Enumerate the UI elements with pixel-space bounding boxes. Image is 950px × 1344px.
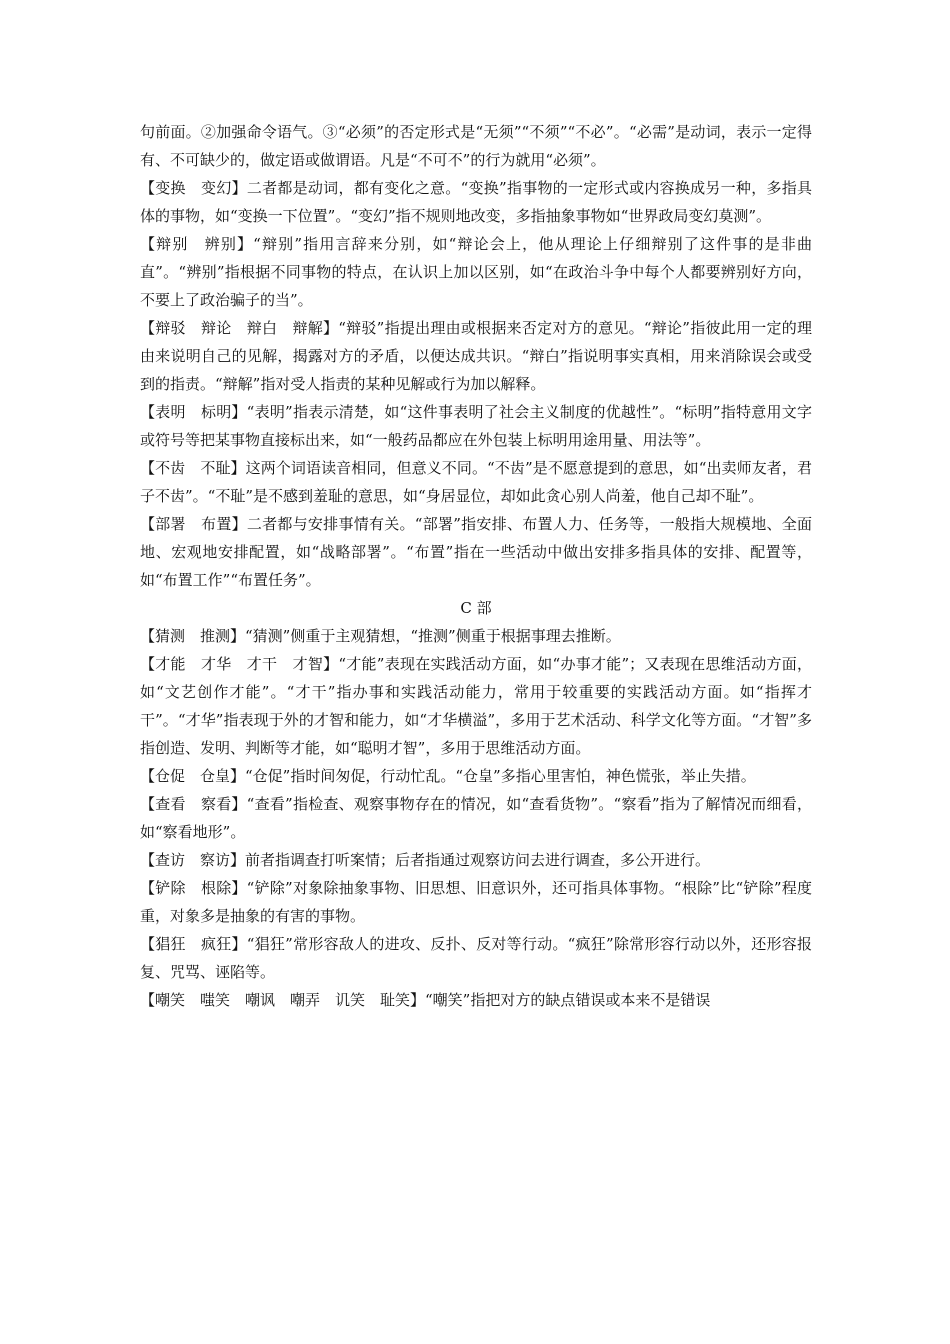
paragraph bbox=[140, 398, 812, 454]
term-pair: 【辩别 辨别】 bbox=[140, 235, 254, 253]
paragraph bbox=[140, 174, 812, 230]
paragraph-text: 前者指调查打听案情；后者指通过观察访问去进行调查，多公开进行。 bbox=[245, 851, 711, 869]
paragraph bbox=[140, 454, 812, 510]
term-pair: 【表明 标明】 bbox=[140, 403, 247, 421]
term-pair: 【变换 变幻】 bbox=[140, 179, 247, 197]
paragraph bbox=[140, 230, 812, 314]
paragraph bbox=[140, 846, 812, 874]
paragraph bbox=[140, 510, 812, 594]
paragraph-text: “嘲笑”指把对方的缺点错误或本来不是错误 bbox=[425, 991, 711, 1009]
paragraph-text: 句前面。②加强命令语气。③“必须”的否定形式是“无须”“不须”“不必”。“必需”是动词，表示一定得有、不可缺少的，做定语或做谓语。凡是“不可不”的行为就用“必须”。 bbox=[140, 123, 812, 169]
term-pair: 【辩驳 辩论 辩白 辩解】 bbox=[140, 319, 339, 337]
paragraph-text: “铲除”对象除抽象事物、旧思想、旧意识外，还可指具体事物。“根除”比“铲除”程度重，对象多是抽象的有害的事物。 bbox=[140, 879, 812, 925]
paragraph-text: “查看”指检查、观察事物存在的情况，如“查看货物”。“察看”指为了解情况而细看，如“察看地形”。 bbox=[140, 795, 812, 841]
document-page bbox=[140, 118, 812, 1014]
paragraph bbox=[140, 650, 812, 762]
paragraph bbox=[140, 790, 812, 846]
paragraph-text: “仓促”指时间匆促，行动忙乱。“仓皇”多指心里害怕，神色慌张，举止失措。 bbox=[245, 767, 756, 785]
paragraph-text: “猖狂”常形容敌人的进攻、反扑、反对等行动。“疯狂”除常形容行动以外，还形容报复、咒骂、诬陷等。 bbox=[140, 935, 812, 981]
paragraph bbox=[140, 314, 812, 398]
paragraph bbox=[140, 118, 812, 174]
paragraph-text: 二者都与安排事情有关。“部署”指安排、布置人力、任务等，一般指大规模地、全面地、宏观地安排配置，如“战略部署”。“布置”指在一些活动中做出安排多指具体的安排、配置等，如“布置工作”“布置任务”。 bbox=[140, 515, 812, 589]
term-pair: 【不齿 不耻】 bbox=[140, 459, 246, 477]
paragraph bbox=[140, 622, 812, 650]
paragraph-text: 这两个词语读音相同，但意义不同。“不齿”是不愿意提到的意思，如“出卖师友者，君子不齿”。“不耻”是不感到羞耻的意思，如“身居显位，却如此贪心别人尚羞，他自己却不耻”。 bbox=[140, 459, 812, 505]
paragraph bbox=[140, 762, 812, 790]
paragraph-text: 二者都是动词，都有变化之意。“变换”指事物的一定形式或内容换成另一种，多指具体的事物，如“变换一下位置”。“变幻”指不规则地改变，多指抽象事物如“世界政局变幻莫测”。 bbox=[140, 179, 812, 225]
term-pair: 【查看 察看】 bbox=[140, 795, 247, 813]
paragraph-text: “才能”表现在实践活动方面，如“办事才能”；又表现在思维活动方面，如“文艺创作才能”。“才干”指办事和实践活动能力，常用于较重要的实践活动方面。如“指挥才干”。“才华”指表现于外的才智和能力，如“才华横溢”，多用于艺术活动、科学文化等方面。“才智”多指创造、发明、判断等才能，如“聪明才智”，多用于思维活动方面。 bbox=[140, 655, 812, 757]
paragraph-text: “辩别”指用言辞来分别，如“辩论会上，他从理论上仔细辩别了这件事的是非曲直”。“辨别”指根据不同事物的特点，在认识上加以区别，如“在政治斗争中每个人都要辨别好方向，不要上了政治骗子的当”。 bbox=[140, 235, 812, 309]
paragraph-text: “表明”指表示清楚，如“这件事表明了社会主义制度的优越性”。“标明”指特意用文字或符号等把某事物直接标出来，如“一般药品都应在外包装上标明用途用量、用法等”。 bbox=[140, 403, 812, 449]
paragraph-text: “猜测”侧重于主观猜想，“推测”侧重于根据事理去推断。 bbox=[245, 627, 621, 645]
term-pair: 【猜测 推测】 bbox=[140, 627, 246, 645]
term-pair: 【才能 才华 才干 才智】 bbox=[140, 655, 339, 673]
term-pair: 【查访 察访】 bbox=[140, 851, 246, 869]
paragraph bbox=[140, 930, 812, 986]
paragraph-text: “辩驳”指提出理由或根据来否定对方的意见。“辩论”指彼此用一定的理由来说明自己的见解，揭露对方的矛盾，以便达成共识。“辩白”指说明事实真相，用来消除误会或受到的指责。“辩解”指对受人指责的某种见解或行为加以解释。 bbox=[140, 319, 812, 393]
section-heading: C 部 bbox=[460, 599, 492, 617]
term-pair: 【嘲笑 嗤笑 嘲讽 嘲弄 讥笑 耻笑】 bbox=[140, 991, 426, 1009]
term-pair: 【猖狂 疯狂】 bbox=[140, 935, 247, 953]
term-pair: 【仓促 仓皇】 bbox=[140, 767, 246, 785]
term-pair: 【部署 布置】 bbox=[140, 515, 247, 533]
paragraph bbox=[140, 986, 812, 1014]
term-pair: 【铲除 根除】 bbox=[140, 879, 247, 897]
paragraph bbox=[140, 874, 812, 930]
